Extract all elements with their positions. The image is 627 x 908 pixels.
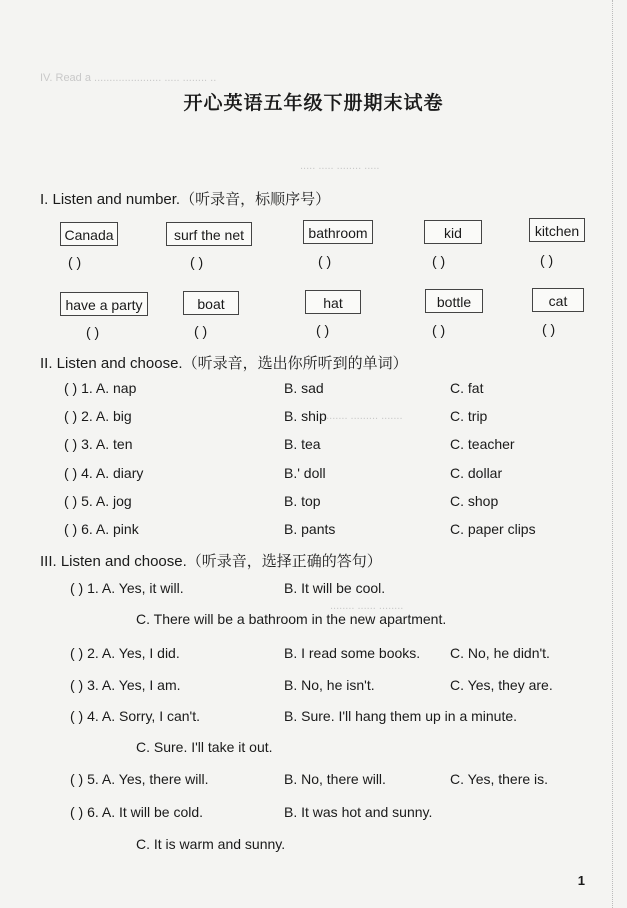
answer-blank[interactable]: ( ) [432,322,446,338]
question-option-a[interactable]: ( ) 2. A. Yes, I did. [70,645,180,661]
answer-blank[interactable]: ( ) [194,323,208,339]
question-row [0,804,627,824]
question-option-c[interactable]: C. paper clips [450,521,536,537]
word-box: kitchen [529,218,585,242]
question-row [0,708,627,728]
question-option-c[interactable]: C. Sure. I'll take it out. [136,739,273,755]
question-row [0,380,627,400]
word-box: surf the net [166,222,252,246]
question-row [0,465,627,485]
question-option-c[interactable]: C. shop [450,493,499,509]
word-box: bathroom [303,220,373,244]
word-box: Canada [60,222,118,246]
answer-blank[interactable]: ( ) [86,324,100,340]
answer-blank[interactable]: ( ) [542,321,556,337]
page-number: 1 [577,873,585,888]
question-option-b[interactable]: B. tea [284,436,321,452]
answer-blank[interactable]: ( ) [432,253,446,269]
question-option-a[interactable]: ( ) 3. A. ten [64,436,133,452]
word-box: boat [183,291,239,315]
bleed-through-text: ..... ..... ........ ..... [300,160,380,172]
section-2-heading: II. Listen and choose.（听录音，选出你所听到的单词） [40,355,408,372]
question-option-b[interactable]: B.' doll [284,465,326,481]
question-row [0,493,627,513]
section-3-heading: III. Listen and choose.（听录音，选择正确的答句） [40,553,382,570]
question-option-a[interactable]: ( ) 4. A. diary [64,465,144,481]
question-option-a[interactable]: ( ) 1. A. Yes, it will. [70,580,184,596]
bleed-through-text: ......... ......... ....... [320,410,403,422]
bleed-through-text: IV. Read a ...................... ..... ........ .. [40,72,217,84]
question-row-continued [0,836,627,856]
bleed-through-text: ........ ...... ........ [330,600,404,612]
question-option-c[interactable]: C. Yes, they are. [450,677,553,693]
question-option-a[interactable]: ( ) 3. A. Yes, I am. [70,677,181,693]
question-option-a[interactable]: ( ) 2. A. big [64,408,132,424]
question-option-c[interactable]: C. fat [450,380,484,396]
question-row-continued [0,611,627,631]
page-title: 开心英语五年级下册期末试卷 [183,92,444,114]
question-option-b[interactable]: B. I read some books. [284,645,421,661]
question-row [0,645,627,665]
page-edge-divider [612,0,627,908]
question-option-c[interactable]: C. teacher [450,436,515,452]
question-option-c[interactable]: C. There will be a bathroom in the new apartment. [136,611,447,627]
question-option-a[interactable]: ( ) 4. A. Sorry, I can't. [70,708,201,724]
question-option-a[interactable]: ( ) 6. A. pink [64,521,139,537]
question-option-a[interactable]: ( ) 5. A. Yes, there will. [70,771,209,787]
question-option-b[interactable]: B. No, he isn't. [284,677,375,693]
question-option-b[interactable]: B. ship [284,408,327,424]
question-option-b[interactable]: B. It will be cool. [284,580,386,596]
question-option-b[interactable]: B. pants [284,521,336,537]
question-row [0,521,627,541]
question-row [0,436,627,456]
word-box: cat [532,288,584,312]
question-option-a[interactable]: ( ) 5. A. jog [64,493,132,509]
answer-blank[interactable]: ( ) [540,252,554,268]
question-row [0,580,627,600]
question-option-c[interactable]: C. dollar [450,465,503,481]
section-1-heading: I. Listen and number.（听录音，标顺序号） [40,191,331,208]
question-option-b[interactable]: B. top [284,493,321,509]
word-box: hat [305,290,361,314]
question-option-b[interactable]: B. sad [284,380,324,396]
word-box: have a party [60,292,148,316]
answer-blank[interactable]: ( ) [190,254,204,270]
answer-blank[interactable]: ( ) [68,254,82,270]
question-option-b[interactable]: B. It was hot and sunny. [284,804,433,820]
answer-blank[interactable]: ( ) [316,322,330,338]
word-box: bottle [425,289,483,313]
word-box: kid [424,220,482,244]
question-row [0,677,627,697]
question-row [0,408,627,428]
question-option-c[interactable]: C. No, he didn't. [450,645,550,661]
question-option-a[interactable]: ( ) 6. A. It will be cold. [70,804,204,820]
question-option-a[interactable]: ( ) 1. A. nap [64,380,137,396]
answer-blank[interactable]: ( ) [318,253,332,269]
question-option-b[interactable]: B. Sure. I'll hang them up in a minute. [284,708,518,724]
question-option-c[interactable]: C. It is warm and sunny. [136,836,286,852]
question-option-c[interactable]: C. trip [450,408,488,424]
question-row-continued [0,739,627,759]
question-option-b[interactable]: B. No, there will. [284,771,386,787]
question-option-c[interactable]: C. Yes, there is. [450,771,549,787]
question-row [0,771,627,791]
